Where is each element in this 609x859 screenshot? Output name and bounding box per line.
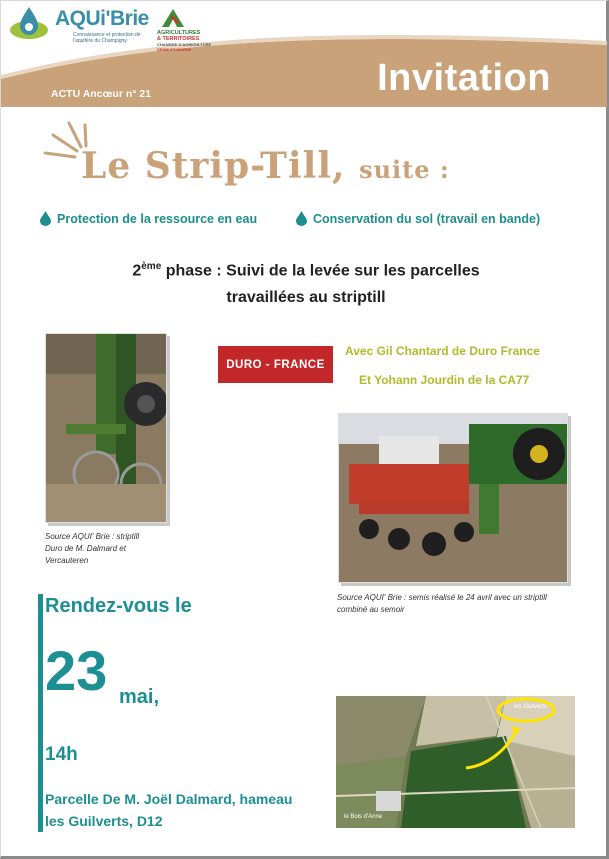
rdv-intro: Rendez-vous le (45, 595, 192, 617)
phase-number: 2 (132, 262, 142, 280)
caption-line: Duro de M. Dalmard et (45, 544, 126, 553)
bullet-item (39, 211, 257, 226)
map-label-top: les Guilverts (514, 704, 548, 710)
caption-line: Source AQUI' Brie : semis réalisé le 24 avril avec un striptill (337, 593, 547, 602)
rdv-place-line: les Guilverts, D12 (45, 813, 163, 829)
location-map (336, 696, 575, 828)
partner-name-1: AGRICULTURES (157, 30, 201, 36)
chambre-agriculture-logo-icon (160, 7, 186, 29)
left-photo-caption (45, 531, 139, 567)
bullet-text: Protection de la ressource en eau (57, 211, 258, 226)
issue-label: ACTU Ancœur n° 21 (51, 88, 152, 100)
seeder-photo-graphic (339, 414, 567, 582)
phase-text: phase : Suivi de la levée sur les parcelles (161, 262, 480, 280)
water-drop-icon (39, 211, 52, 226)
speaker-line-2: Et Yohann Jourdin de la CA77 (359, 373, 530, 387)
header-banner (1, 1, 607, 107)
right-photo-caption (337, 592, 547, 616)
brand-tagline: Connaissance et protection de l'aquifère du Champigny (73, 32, 141, 44)
phase-superscript: ème (141, 261, 162, 272)
caption-line: Vercauteren (45, 556, 89, 565)
partner-name-3: CHAMBRE D'AGRICULTURE (157, 42, 212, 47)
photo-seeder (338, 413, 568, 583)
speaker-line-1: Avec Gil Chantard de Duro France (345, 344, 540, 358)
rdv-month: mai, (119, 686, 160, 708)
rdv-day: 23 (45, 639, 108, 702)
bullet-item (295, 211, 540, 226)
title-main: Le Strip-Till, (81, 145, 360, 187)
rdv-time: 14h (45, 744, 78, 765)
duro-france-logo: DURO - FRANCE (218, 346, 333, 383)
rdv-place-line: Parcelle De M. Joël Dalmard, hameau (45, 791, 293, 807)
caption-line: combiné au semoir (337, 605, 405, 614)
brand-name: AQUi'Brie (55, 7, 149, 30)
phase-line-2: travaillées au striptill (226, 289, 386, 306)
event-title (81, 145, 450, 187)
partner-name-4: SEINE-ET-MARNE (157, 47, 192, 52)
water-drop-icon (295, 211, 308, 226)
rdv-accent-bar (38, 594, 43, 832)
caption-line: Source AQUI' Brie : striptill (45, 532, 140, 541)
partner-name-2: & TERRITOIRES (157, 36, 200, 42)
rdv-place (45, 788, 292, 832)
satellite-map-graphic (336, 696, 575, 828)
title-suffix: suite : (359, 155, 450, 184)
aquibrie-logo-icon (7, 5, 51, 47)
bullet-text: Conservation du sol (travail en bande) (313, 211, 541, 226)
invitation-heading: Invitation (377, 57, 551, 99)
photo-striptill (45, 333, 167, 523)
phase-line-1 (61, 261, 551, 280)
map-label-bottom: le Bois d'Anne (344, 814, 383, 820)
striptill-photo-graphic (46, 334, 166, 522)
